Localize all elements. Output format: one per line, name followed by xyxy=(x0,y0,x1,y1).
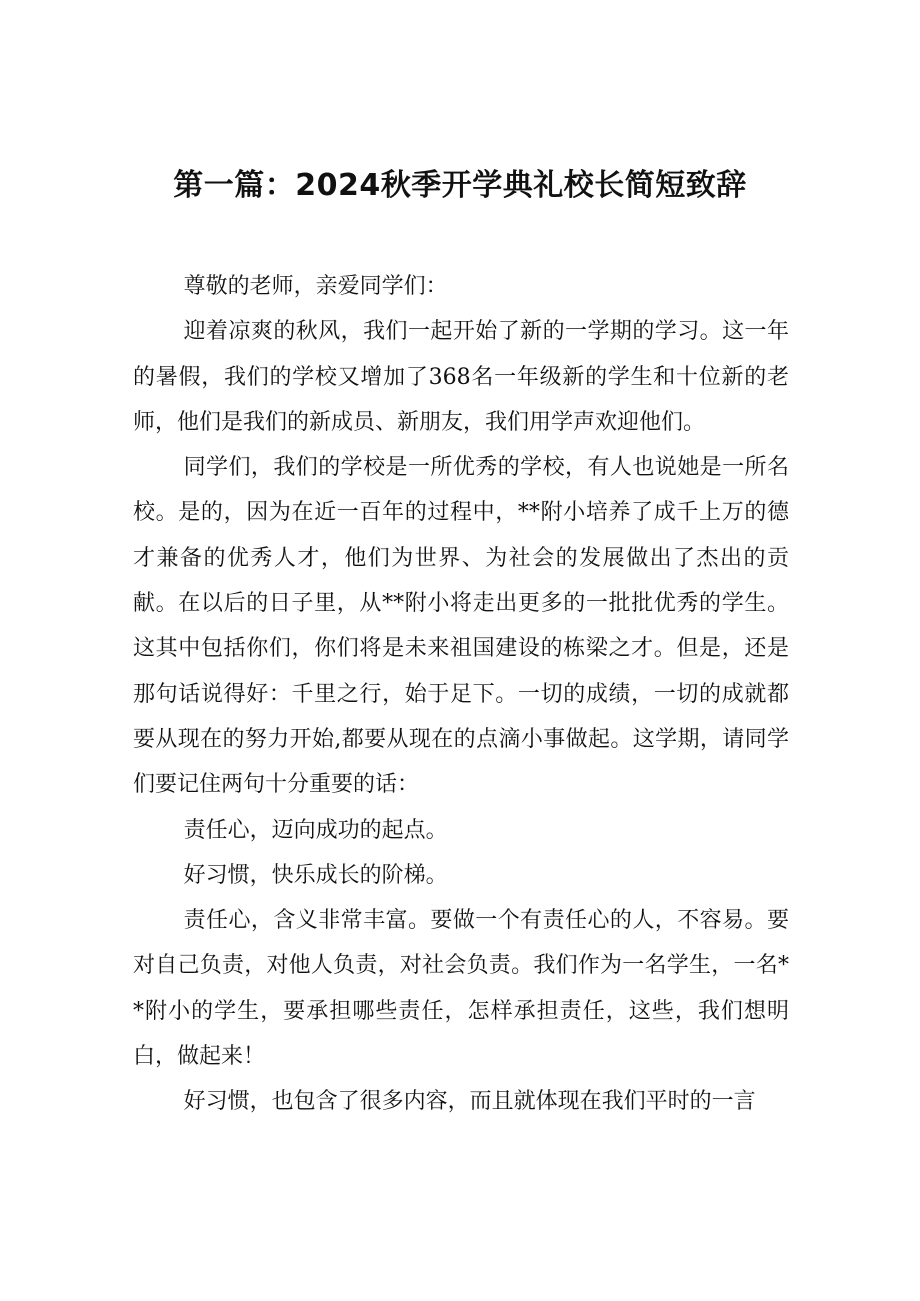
paragraph: 迎着凉爽的秋风，我们一起开始了新的一学期的学习。这一年的暑假，我们的学校又增加了368名一年级新的学生和十位新的老师，他们是我们的新成员、新朋友，我们用学声欢迎他们。 xyxy=(133,319,789,435)
paragraph-motto: 责任心，迈向成功的起点。 xyxy=(183,817,448,843)
document-body xyxy=(133,264,789,1125)
paragraph-salutation: 尊敬的老师，亲爱同学们： xyxy=(183,274,448,299)
paragraph: 好习惯，也包含了很多内容，而且就体现在我们平时的一言 xyxy=(183,1089,756,1115)
paragraph-motto: 好习惯，快乐成长的阶梯。 xyxy=(183,862,448,888)
paragraph: 责任心，含义非常丰富。要做一个有责任心的人，不容易。要对自己负责，对他人负责，对社会负责。我们作为一名学生，一名**附小的学生，要承担哪些责任，怎样承担责任，这些，我们想明白，做起来！ xyxy=(133,908,789,1070)
paragraph: 同学们，我们的学校是一所优秀的学校，有人也说她是一所名校。是的，因为在近一百年的过程中，**附小培养了成千上万的德才兼备的优秀人才，他们为世界、为社会的发展做出了杰出的贡献。在以后的日子里，从**附小将走出更多的一批批优秀的学生。这其中包括你们，你们将是未来祖国建设的栋梁之才。但是，还是那句话说得好：千里之行，始于足下。一切的成绩，一切的成就都要从现在的努力开始,都要从现在的点滴小事做起。这学期，请同学们要记住两句十分重要的话： xyxy=(133,455,789,798)
document-title: 第一篇：2024秋季开学典礼校长简短致辞 xyxy=(173,168,747,203)
